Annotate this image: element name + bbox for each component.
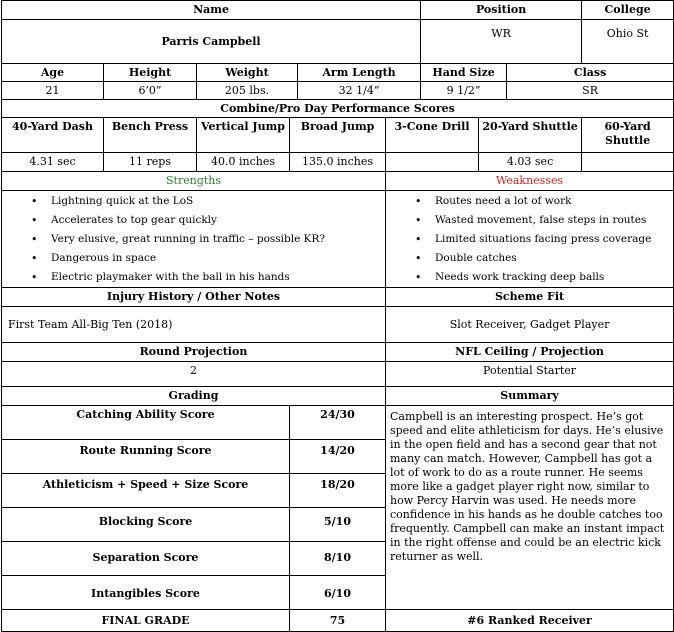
blocking-score-value: 5/10 xyxy=(290,508,386,542)
twenty-yard-shuttle-value: 4.03 sec xyxy=(479,153,582,172)
position-rank: #6 Ranked Receiver xyxy=(386,610,674,632)
weakness-item: • Double catches xyxy=(435,249,670,268)
ceiling-title: NFL Ceiling / Projection xyxy=(386,343,674,362)
broad-jump-value: 135.0 inches xyxy=(290,153,386,172)
weakness-item: • Wasted movement, false steps in routes xyxy=(435,211,670,230)
route-running-score-label: Route Running Score xyxy=(2,440,290,474)
round-projection-title: Round Projection xyxy=(2,343,386,362)
forty-yard-dash-value: 4.31 sec xyxy=(2,153,104,172)
athleticism-score-label: Athleticism + Speed + Size Score xyxy=(2,474,290,508)
catching-score-label: Catching Ability Score xyxy=(2,406,290,440)
grading-title: Grading xyxy=(2,387,386,406)
strengths-title: Strengths xyxy=(2,172,386,191)
catching-score-value: 24/30 xyxy=(290,406,386,440)
final-grade-value: 75 xyxy=(290,610,386,632)
class-label: Class xyxy=(507,64,674,82)
weight-value: 205 lbs. xyxy=(197,82,298,100)
weight-label: Weight xyxy=(197,64,298,82)
summary-text: Campbell is an interesting prospect. He’s got speed and elite athleticism for days. He’s elusive in the open field and has a second gear that not many can match. However, Campbell has got a lot of work to do as a route runner. He seems more like a gadget player right now, similar to how Percy Harvin was used. He needs more confidence in his hands as he double catches too frequently. Campbell can make an instant impact in the right offense and could be an electric kick returner as well. xyxy=(386,406,674,610)
college-label: College xyxy=(582,1,674,20)
intangibles-score-label: Intangibles Score xyxy=(2,576,290,610)
weaknesses-cell xyxy=(386,191,674,288)
three-cone-label: 3-Cone Drill xyxy=(386,118,479,153)
weakness-item: • Limited situations facing press coverage xyxy=(435,230,670,249)
athleticism-score-value: 18/20 xyxy=(290,474,386,508)
broad-jump-label: Broad Jump xyxy=(290,118,386,153)
combine-title: Combine/Pro Day Performance Scores xyxy=(2,100,674,118)
twenty-yard-shuttle-label: 20-Yard Shuttle xyxy=(479,118,582,153)
player-name: Parris Campbell xyxy=(2,20,421,64)
class-value: SR xyxy=(507,82,674,100)
scouting-report xyxy=(1,0,674,632)
weakness-item: • Needs work tracking deep balls xyxy=(435,268,670,287)
weakness-item: • Routes need a lot of work xyxy=(435,192,670,211)
round-projection-value: 2 xyxy=(2,362,386,387)
name-label: Name xyxy=(2,1,421,20)
sixty-yard-shuttle-label: 60-Yard Shuttle xyxy=(582,118,674,153)
bench-press-value: 11 reps xyxy=(104,153,197,172)
weaknesses-title: Weaknesses xyxy=(386,172,674,191)
strengths-list xyxy=(5,192,382,287)
blocking-score-label: Blocking Score xyxy=(2,508,290,542)
vertical-jump-label: Vertical Jump xyxy=(197,118,290,153)
separation-score-value: 8/10 xyxy=(290,542,386,576)
strength-item: • Dangerous in space xyxy=(51,249,382,268)
hand-size-label: Hand Size xyxy=(421,64,507,82)
bench-press-label: Bench Press xyxy=(104,118,197,153)
strength-item: • Lightning quick at the LoS xyxy=(51,192,382,211)
player-position: WR xyxy=(421,20,582,64)
hand-size-value: 9 1/2” xyxy=(421,82,507,100)
final-grade-label: FINAL GRADE xyxy=(2,610,290,632)
forty-yard-dash-label: 40-Yard Dash xyxy=(2,118,104,153)
three-cone-value xyxy=(386,153,479,172)
summary-title: Summary xyxy=(386,387,674,406)
vertical-jump-value: 40.0 inches xyxy=(197,153,290,172)
age-value: 21 xyxy=(2,82,104,100)
weaknesses-list xyxy=(389,192,670,287)
scheme-title: Scheme Fit xyxy=(386,288,674,307)
height-value: 6’0” xyxy=(104,82,197,100)
age-label: Age xyxy=(2,64,104,82)
strength-item: • Electric playmaker with the ball in his hands xyxy=(51,268,382,287)
arm-length-label: Arm Length xyxy=(298,64,421,82)
strength-item: • Accelerates to top gear quickly xyxy=(51,211,382,230)
injury-notes: First Team All-Big Ten (2018) xyxy=(2,307,386,343)
height-label: Height xyxy=(104,64,197,82)
position-label: Position xyxy=(421,1,582,20)
player-college: Ohio St xyxy=(582,20,674,64)
strength-item: • Very elusive, great running in traffic – possible KR? xyxy=(51,230,382,249)
intangibles-score-value: 6/10 xyxy=(290,576,386,610)
route-running-score-value: 14/20 xyxy=(290,440,386,474)
separation-score-label: Separation Score xyxy=(2,542,290,576)
arm-length-value: 32 1/4” xyxy=(298,82,421,100)
strengths-cell xyxy=(2,191,386,288)
injury-title: Injury History / Other Notes xyxy=(2,288,386,307)
scheme-fit: Slot Receiver, Gadget Player xyxy=(386,307,674,343)
sixty-yard-shuttle-value xyxy=(582,153,674,172)
ceiling-value: Potential Starter xyxy=(386,362,674,387)
